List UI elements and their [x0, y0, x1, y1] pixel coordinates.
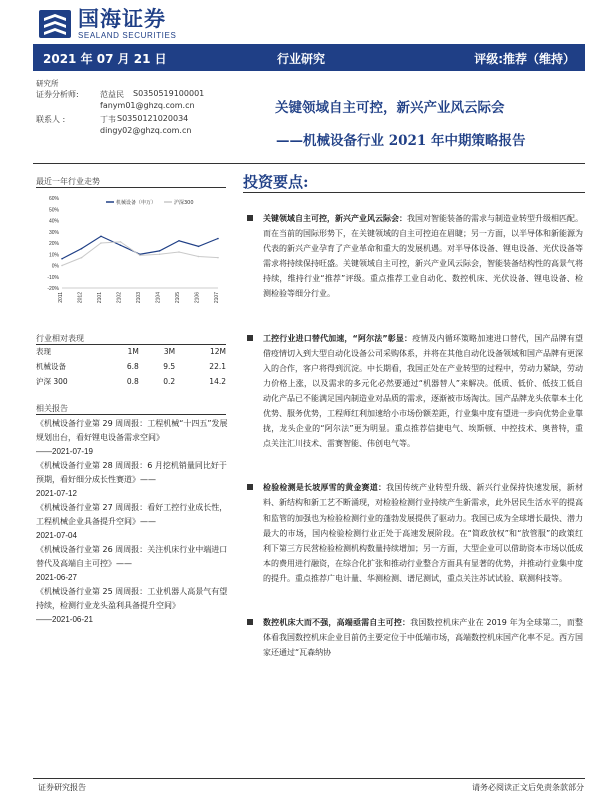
- related-report-text: 《机械设备行业第 26 周周报：关注机床行业中端进口替代及高端自主可控》——: [36, 545, 228, 568]
- invest-point-lead: 数控机床大而不强，高端亟需自主可控：: [263, 617, 411, 627]
- report-rating: 评级:推荐（维持）: [474, 52, 575, 66]
- related-report-item[interactable]: [36, 501, 228, 543]
- analyst-email[interactable]: fanym01@ghzq.com.cn: [100, 101, 195, 110]
- data-point: [217, 238, 219, 240]
- bullet-square-icon: [247, 484, 253, 490]
- bullet-square-icon: [247, 335, 253, 341]
- contact-role: 联系人 :: [36, 115, 66, 124]
- report-subtitle: ——机械设备行业 2021 年中期策略报告: [276, 133, 526, 149]
- header-divider: [33, 163, 585, 164]
- perf-table-title: 行业相对表现: [36, 334, 84, 343]
- related-report-item[interactable]: [36, 585, 228, 627]
- y-tick-label: 30%: [48, 229, 59, 236]
- data-point: [61, 265, 63, 267]
- analyst-cert: S0350519100001: [133, 89, 205, 98]
- invest-point: [243, 615, 583, 660]
- data-point: [178, 251, 180, 253]
- related-reports-list: [36, 417, 228, 627]
- report-category: 行业研究: [277, 52, 326, 66]
- y-tick-label: 20%: [48, 241, 59, 247]
- related-report-item[interactable]: [36, 417, 228, 459]
- perf-table: [36, 344, 226, 389]
- perf-row: [36, 374, 226, 389]
- trend-divider: [36, 187, 226, 188]
- data-point: [198, 246, 200, 248]
- report-title: 关键领域自主可控，新兴产业风云际会: [275, 100, 505, 116]
- footer-disclaimer: 请务必阅读正文后免责条款部分: [472, 783, 584, 792]
- data-point: [100, 235, 102, 237]
- x-tick-label: 2104: [155, 292, 162, 304]
- company-logo: [38, 8, 176, 40]
- y-tick-label: 60%: [48, 196, 59, 202]
- x-tick-label: 2105: [175, 292, 181, 304]
- data-point: [159, 253, 161, 255]
- invest-point: [243, 480, 583, 586]
- data-point: [139, 255, 141, 257]
- related-report-date: ——2021-07-19: [36, 447, 93, 456]
- perf-row: [36, 359, 226, 374]
- data-point: [120, 241, 122, 243]
- data-point: [100, 242, 102, 244]
- reports-divider: [36, 414, 226, 415]
- footer-label: 证券研究报告: [38, 783, 86, 792]
- analyst-name: 范益民: [100, 90, 124, 99]
- data-point: [159, 250, 161, 252]
- invest-point-text: 我国传统产业转型升级、新兴行业保持快速发展，新材料、新结构和新工艺不断涌现，对检验检测行业持续产生新需求，此外居民生活水平的提高和监管的加强也为检验检测行业的蓬勃发展提供了驱动力。我国已成为全球增长最快、潜力最大的市场，国内检验检测行业正处于高速发展阶段。在“简政放权”和“放管服”的政策红利下第三方民营检验检测机构数量持续增加；另一方面，大型企业可以借助资本市场以低成本的费用进行融资，在综合化扩张和推动行业整合方面具有显著的优势，并推动行业集中度的提升。重点推荐广电计量、华测检测、谱尼测试，重点关注苏试试验、联测科技等。: [263, 483, 584, 583]
- perf-cell: 沪深 300: [36, 377, 68, 386]
- invest-point-lead: 检验检测是长坡厚雪的黄金赛道：: [263, 483, 387, 493]
- related-report-date: 2021-07-04: [36, 531, 77, 540]
- x-tick-label: 2103: [136, 292, 142, 304]
- perf-cell: 机械设备: [36, 362, 66, 371]
- header-bar: [33, 44, 585, 71]
- invest-point-lead: 关键领域自主可控，新兴产业风云际会：: [263, 214, 407, 223]
- x-tick-label: 2107: [214, 292, 220, 304]
- related-report-text: 《机械设备行业第 29 周周报：工程机械“十四五”发展规划出台，看好锂电设备需求空间》: [36, 419, 228, 442]
- perf-header-row: [36, 344, 226, 359]
- related-report-text: 《机械设备行业第 27 周周报：看好工控行业成长性，工程机械企业具备提升空间》——: [36, 503, 228, 526]
- related-report-text: 《机械设备行业第 25 周周报：工业机器人高景气有望持续，检测行业龙头盈利具备提升空间》: [36, 587, 228, 610]
- sealand-logo-icon: [38, 8, 72, 40]
- footer-divider: [33, 778, 585, 779]
- data-point: [120, 244, 122, 246]
- data-point: [81, 257, 83, 259]
- y-tick-label: 50%: [48, 207, 59, 214]
- y-tick-label: 40%: [48, 218, 59, 225]
- perf-header-cell: 3M: [163, 347, 176, 356]
- invest-point: [243, 331, 583, 452]
- bullet-square-icon: [247, 215, 253, 221]
- x-tick-label: 2102: [116, 292, 123, 304]
- y-tick-label: -10%: [47, 274, 59, 281]
- industry-trend-chart: [36, 190, 226, 310]
- data-point: [198, 256, 200, 258]
- perf-cell: 0.2: [163, 377, 176, 386]
- y-tick-label: -20%: [47, 286, 59, 292]
- x-tick-label: 2012: [77, 292, 84, 304]
- related-report-item[interactable]: [36, 543, 228, 585]
- logo-name-en: SEALAND SECURITIES: [78, 31, 177, 40]
- report-date: 2021 年 07 月 21 日: [43, 52, 167, 66]
- perf-header-cell: 1M: [127, 347, 139, 356]
- related-report-item[interactable]: [36, 459, 228, 501]
- perf-cell: 14.2: [209, 377, 226, 386]
- logo-name-cn: 国海证券: [78, 6, 166, 31]
- institute-label: 研究所: [36, 79, 59, 88]
- invest-point-text: 我国对智能装备的需求与制造业转型升级相匹配。而在当前的国际形势下，在关键领域的自主可控迫在眉睫；另一方面，以半导体和新能源为代表的新兴产业孕育了产业革命和重大的发展机遇。对半导体设备、锂电设备、光伏设备等需求将持续保持旺盛。关键领域自主可控，新兴产业风云际会，智能装备结构性的高景气将持续，维持行业“推荐”评级。重点推荐工业自动化、数控机床、光伏设备、锂电设备、检测检验等细分行业。: [263, 214, 583, 299]
- invest-point-text: 我国数控机床产业在 2019 年为全球第二，而整体看我国数控机床企业目前仍主要定位于中低端市场，高端数控机床国产化率不足。西方国家还通过“瓦森纳协: [263, 617, 583, 658]
- related-report-date: 2021-06-27: [36, 573, 77, 582]
- perf-cell: 22.1: [209, 362, 226, 371]
- invest-points-list: [243, 211, 583, 660]
- perf-cell: 9.5: [163, 362, 176, 371]
- perf-header-cell: 表现: [36, 347, 51, 356]
- contact-email[interactable]: dingy02@ghzq.com.cn: [100, 126, 192, 135]
- data-point: [81, 248, 83, 250]
- x-tick-label: 2101: [97, 292, 103, 304]
- y-tick-label: 0%: [51, 263, 59, 270]
- perf-header-cell: 12M: [209, 347, 226, 356]
- contact-name: 丁韦: [100, 115, 116, 124]
- legend-label: 机械设备（申万）: [116, 200, 157, 206]
- invest-points-title: 投资要点:: [243, 173, 309, 191]
- data-point: [61, 258, 63, 260]
- data-point: [217, 257, 219, 259]
- perf-cell: 6.8: [126, 362, 139, 371]
- bullet-square-icon: [247, 619, 253, 625]
- related-report-date: 2021-07-12: [36, 489, 77, 498]
- related-report-text: 《机械设备行业第 28 周周报：6 月挖机销量同比好于预期，看好细分成长性赛道》——: [36, 461, 227, 484]
- trend-section-title: 最近一年行业走势: [36, 177, 100, 186]
- x-tick-label: 2106: [194, 292, 201, 304]
- perf-cell: 0.8: [126, 377, 139, 386]
- data-point: [178, 240, 180, 242]
- legend-label: 沪深300: [174, 200, 194, 206]
- related-report-date: ——2021-06-21: [36, 615, 93, 624]
- y-tick-label: 10%: [48, 252, 59, 259]
- analyst-role: 证券分析师:: [36, 90, 79, 99]
- x-tick-label: 2011: [58, 292, 64, 303]
- invest-divider: [243, 192, 585, 193]
- contact-cert: S0350121020034: [117, 114, 189, 123]
- invest-point-lead: 工控行业进口替代加速，“阿尔法”彰显：: [263, 333, 413, 343]
- related-reports-title: 相关报告: [36, 404, 68, 413]
- invest-point: [243, 211, 583, 302]
- invest-point-text: 疫情及内循环策略加速进口替代，国产品牌有望借疫情切入到大型自动化设备公司采购体系，并将在其他自动化设备领域和国产品牌有更深入的合作，客户将得到沉淀。中长期看，我国正处在产业转型的过程中，劳动力紧缺，劳动力价格上涨，以及需求的多元化必然要通过“机器替人”来解决。低质、低价、低技工低自动化产品已不能满足国内制造业对品质的需求，逐渐被市场淘汰。国产品牌龙头依靠本土化优势、服务优势，工程师红利加速给小市场份额差距，行业集中度有望进一步向优势企业靠拢，龙头企业的“阿尔法”更为明显。重点推荐信捷电气、埃斯顿、中控技术、奥普特，重点关注汇川技术、雷赛智能、伟创电气等。: [263, 333, 583, 449]
